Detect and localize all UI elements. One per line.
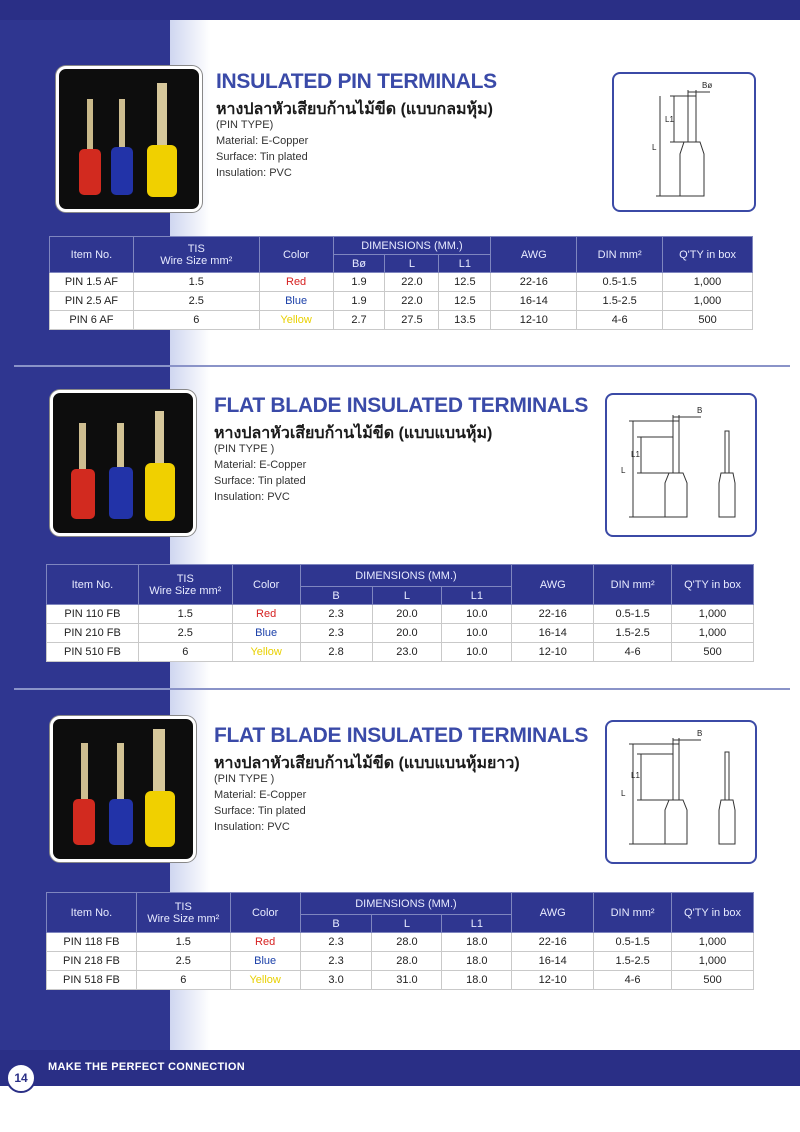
table-row: PIN 518 FB 6 Yellow 3.0 31.0 18.0 12-10 4-6 500 — [47, 971, 754, 990]
spec-surface: Surface: Tin plated — [214, 805, 306, 817]
header-dim-l: L — [385, 255, 439, 273]
footer-tagline: MAKE THE PERFECT CONNECTION — [48, 1061, 245, 1073]
dimension-diagram — [605, 393, 757, 537]
header-item: Item No. — [47, 565, 139, 605]
header-wire: TIS Wire Size mm² — [138, 565, 232, 605]
header-wire: TIS Wire Size mm² — [133, 237, 259, 273]
table-row: PIN 210 FB 2.5 Blue 2.3 20.0 10.0 16-14 1.5-2.5 1,000 — [47, 624, 754, 643]
page-number: 14 — [6, 1063, 36, 1093]
spec-material: Material: E-Copper — [214, 459, 307, 471]
header-qty: Q'TY in box — [663, 237, 753, 273]
spec-type: (PIN TYPE) — [216, 119, 274, 131]
spec-material: Material: E-Copper — [214, 789, 307, 801]
table-row: PIN 2.5 AF 2.5 Blue 1.9 22.0 12.5 16-14 1.5-2.5 1,000 — [50, 292, 753, 311]
spec-surface: Surface: Tin plated — [214, 475, 306, 487]
header-dim-l1: L1 — [442, 915, 512, 933]
spec-insulation: Insulation: PVC — [216, 167, 292, 179]
product-photo-flat-blade-long — [50, 716, 196, 862]
section-divider — [14, 688, 790, 690]
product-photo-round-pin — [56, 66, 202, 212]
diagram-label-l: L — [652, 143, 657, 152]
spec-material: Material: E-Copper — [216, 135, 309, 147]
spec-insulation: Insulation: PVC — [214, 491, 290, 503]
diagram-label-b: Bø — [702, 81, 713, 90]
header-color: Color — [259, 237, 333, 273]
header-wire: TIS Wire Size mm² — [136, 893, 230, 933]
header-din: DIN mm² — [577, 237, 663, 273]
table-row: PIN 1.5 AF 1.5 Red 1.9 22.0 12.5 22-16 0.5-1.5 1,000 — [50, 273, 753, 292]
diagram-label-l: L — [621, 789, 626, 798]
header-dim-b: Bø — [333, 255, 385, 273]
spec-table — [46, 564, 754, 662]
section-divider — [14, 365, 790, 367]
table-row: PIN 6 AF 6 Yellow 2.7 27.5 13.5 12-10 4-6 500 — [50, 311, 753, 330]
spec-table — [49, 236, 753, 330]
header-color: Color — [230, 893, 300, 933]
spec-surface: Surface: Tin plated — [216, 151, 308, 163]
header-awg: AWG — [512, 565, 594, 605]
header-dim-b: B — [300, 915, 372, 933]
diagram-label-b: B — [697, 406, 703, 415]
product-photo-flat-blade — [50, 390, 196, 536]
diagram-label-l1: L1 — [631, 450, 640, 459]
diagram-label-l1: L1 — [665, 115, 674, 124]
section-title: INSULATED PIN TERMINALS — [216, 70, 497, 93]
spec-type: (PIN TYPE ) — [214, 773, 275, 785]
dimension-diagram — [612, 72, 756, 212]
spec-table — [46, 892, 754, 990]
header-din: DIN mm² — [594, 893, 672, 933]
header-dimensions: DIMENSIONS (MM.) — [333, 237, 491, 255]
header-qty: Q'TY in box — [672, 565, 754, 605]
section-thai-title: หางปลาหัวเสียบก้านไม้ขีด (แบบแบนหุ้ม) — [214, 425, 493, 442]
header-color: Color — [232, 565, 300, 605]
diagram-label-l: L — [621, 466, 626, 475]
header-awg: AWG — [491, 237, 577, 273]
header-dim-l: L — [372, 915, 442, 933]
header-dim-l1: L1 — [439, 255, 491, 273]
header-qty: Q'TY in box — [672, 893, 754, 933]
section-thai-title: หางปลาหัวเสียบก้านไม้ขีด (แบบแบนหุ้มยาว) — [214, 755, 520, 772]
table-row: PIN 110 FB 1.5 Red 2.3 20.0 10.0 22-16 0.5-1.5 1,000 — [47, 605, 754, 624]
spec-type: (PIN TYPE ) — [214, 443, 275, 455]
header-dimensions: DIMENSIONS (MM.) — [300, 893, 512, 915]
diagram-label-l1: L1 — [631, 771, 640, 780]
dimension-diagram — [605, 720, 757, 864]
header-item: Item No. — [50, 237, 134, 273]
table-row: PIN 218 FB 2.5 Blue 2.3 28.0 18.0 16-14 1.5-2.5 1,000 — [47, 952, 754, 971]
diagram-label-b: B — [697, 729, 703, 738]
header-dimensions: DIMENSIONS (MM.) — [300, 565, 512, 587]
section-title: FLAT BLADE INSULATED TERMINALS — [214, 724, 589, 747]
header-item: Item No. — [47, 893, 137, 933]
header-din: DIN mm² — [594, 565, 672, 605]
header-awg: AWG — [512, 893, 594, 933]
header-dim-l: L — [372, 587, 442, 605]
top-bar — [0, 0, 800, 20]
header-dim-b: B — [300, 587, 372, 605]
header-dim-l1: L1 — [442, 587, 512, 605]
spec-insulation: Insulation: PVC — [214, 821, 290, 833]
section-thai-title: หางปลาหัวเสียบก้านไม้ขีด (แบบกลมหุ้ม) — [216, 101, 493, 118]
table-row: PIN 118 FB 1.5 Red 2.3 28.0 18.0 22-16 0.5-1.5 1,000 — [47, 933, 754, 952]
table-row: PIN 510 FB 6 Yellow 2.8 23.0 10.0 12-10 4-6 500 — [47, 643, 754, 662]
section-title: FLAT BLADE INSULATED TERMINALS — [214, 394, 589, 417]
